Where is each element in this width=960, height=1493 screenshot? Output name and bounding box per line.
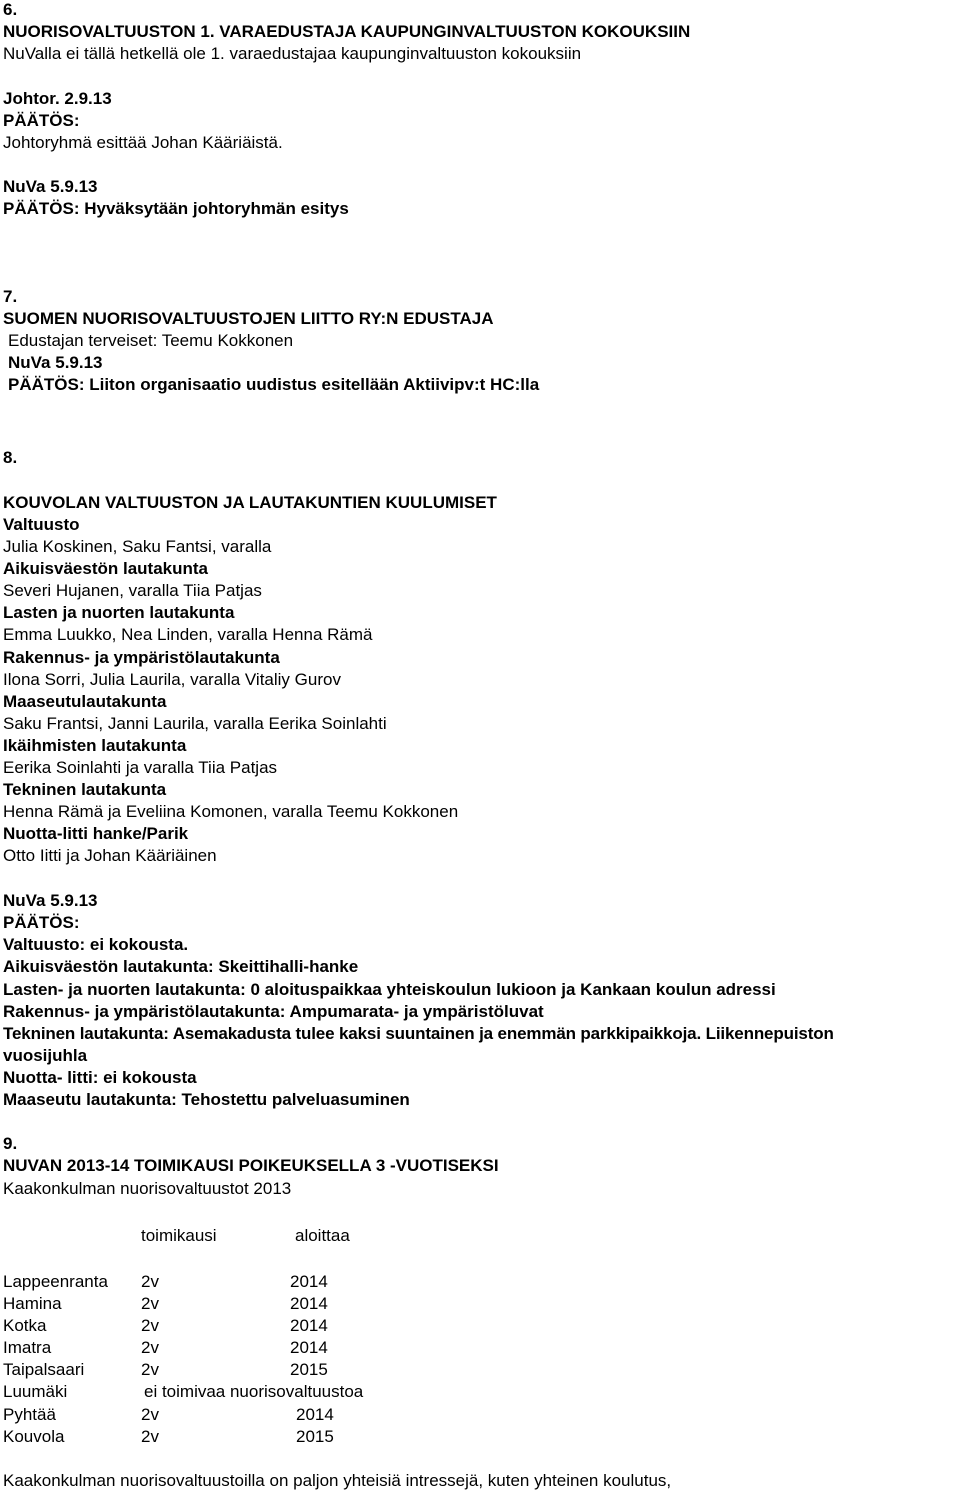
- section7-paatos: PÄÄTÖS: Liiton organisaatio uudistus esitellään Aktiivipv:t HC:lla: [8, 375, 540, 394]
- city-cell: Luumäki: [3, 1382, 68, 1401]
- decision-line: Valtuusto: ei kokousta.: [3, 935, 189, 954]
- table-header-term: toimikausi: [141, 1226, 217, 1245]
- committee-members: Julia Koskinen, Saku Fantsi, varalla: [3, 537, 272, 556]
- term-cell: 2v: [141, 1338, 159, 1357]
- committee-name: Rakennus- ja ympäristölautakunta: [3, 648, 280, 667]
- decision-line: Aikuisväestön lautakunta: Skeittihalli-hanke: [3, 957, 359, 976]
- section7-text: Edustajan terveiset: Teemu Kokkonen: [8, 331, 294, 350]
- decision-line: Rakennus- ja ympäristölautakunta: Ampumarata- ja ympäristöluvat: [3, 1002, 544, 1021]
- decision-line: Maaseutu lautakunta: Tehostettu palveluasuminen: [3, 1090, 410, 1109]
- term-cell: 2v: [141, 1294, 159, 1313]
- term-cell: 2v: [141, 1272, 159, 1291]
- committee-name: Aikuisväestön lautakunta: [3, 559, 209, 578]
- city-cell: Hamina: [3, 1294, 62, 1313]
- committee-members: Severi Hujanen, varalla Tiia Patjas: [3, 581, 262, 600]
- committee-members: Eerika Soinlahti ja varalla Tiia Patjas: [3, 758, 278, 777]
- section6-paatos1-label: PÄÄTÖS:: [3, 111, 80, 130]
- start-cell: 2014: [290, 1272, 328, 1291]
- start-cell: 2015: [290, 1360, 328, 1379]
- section6-number: 6.: [3, 0, 18, 19]
- start-cell: 2014: [290, 1316, 328, 1335]
- city-cell: Kouvola: [3, 1427, 65, 1446]
- committee-members: Saku Frantsi, Janni Laurila, varalla Eerika Soinlahti: [3, 714, 387, 733]
- decision-line: vuosijuhla: [3, 1046, 88, 1065]
- city-cell: Lappeenranta: [3, 1272, 108, 1291]
- start-cell: 2015: [296, 1427, 334, 1446]
- start-cell: 2014: [296, 1405, 334, 1424]
- section6-paatos1-text: Johtoryhmä esittää Johan Kääriäistä.: [3, 133, 283, 152]
- committee-name: Lasten ja nuorten lautakunta: [3, 603, 235, 622]
- section6-text: NuValla ei tällä hetkellä ole 1. varaedustajaa kaupunginvaltuuston kokouksiin: [3, 44, 582, 63]
- section7-number: 7.: [3, 287, 18, 306]
- section6-paatos2: PÄÄTÖS: Hyväksytään johtoryhmän esitys: [3, 199, 349, 218]
- committee-name: Tekninen lautakunta: [3, 780, 167, 799]
- committee-name: Maaseutulautakunta: [3, 692, 167, 711]
- section9-number: 9.: [3, 1134, 18, 1153]
- term-cell: 2v: [141, 1405, 159, 1424]
- city-cell: Imatra: [3, 1338, 52, 1357]
- term-cell: ei toimivaa nuorisovaltuustoa: [144, 1382, 364, 1401]
- start-cell: 2014: [290, 1294, 328, 1313]
- committee-members: Emma Luukko, Nea Linden, varalla Henna Rämä: [3, 625, 373, 644]
- section8-title: KOUVOLAN VALTUUSTON JA LAUTAKUNTIEN KUULUMISET: [3, 493, 497, 512]
- section6-johtor-date: Johtor. 2.9.13: [3, 89, 112, 108]
- section7-title: SUOMEN NUORISOVALTUUSTOJEN LIITTO RY:N EDUSTAJA: [3, 309, 494, 328]
- section9-closing: Kaakonkulman nuorisovaltuustoilla on paljon yhteisiä intressejä, kuten yhteinen koulutus,: [3, 1471, 672, 1490]
- term-cell: 2v: [141, 1316, 159, 1335]
- section8-nuva-date: NuVa 5.9.13: [3, 891, 98, 910]
- decision-line: Lasten- ja nuorten lautakunta: 0 aloituspaikkaa yhteiskoulun lukioon ja Kankaan koulun adressi: [3, 980, 776, 999]
- section8-paatos-label: PÄÄTÖS:: [3, 913, 80, 932]
- term-cell: 2v: [141, 1360, 159, 1379]
- term-cell: 2v: [141, 1427, 159, 1446]
- city-cell: Pyhtää: [3, 1405, 56, 1424]
- committee-name: Nuotta-litti hanke/Parik: [3, 824, 189, 843]
- start-cell: 2014: [290, 1338, 328, 1357]
- section7-nuva-date: NuVa 5.9.13: [8, 353, 103, 372]
- committee-members: Henna Rämä ja Eveliina Komonen, varalla Teemu Kokkonen: [3, 802, 459, 821]
- section6-title: NUORISOVALTUUSTON 1. VARAEDUSTAJA KAUPUNGINVALTUUSTON KOKOUKSIIN: [3, 22, 691, 41]
- city-cell: Taipalsaari: [3, 1360, 85, 1379]
- section8-number: 8.: [3, 448, 18, 467]
- section9-subtitle: Kaakonkulman nuorisovaltuustot 2013: [3, 1179, 292, 1198]
- section6-nuva-date: NuVa 5.9.13: [3, 177, 98, 196]
- committee-name: Valtuusto: [3, 515, 80, 534]
- committee-members: Ilona Sorri, Julia Laurila, varalla Vitaliy Gurov: [3, 670, 341, 689]
- committee-name: Ikäihmisten lautakunta: [3, 736, 187, 755]
- decision-line: Tekninen lautakunta: Asemakadusta tulee kaksi suuntainen ja enemmän parkkipaikkoja. Liikennepuiston: [3, 1024, 834, 1043]
- section9-title: NUVAN 2013-14 TOIMIKAUSI POIKEUKSELLA 3 -VUOTISEKSI: [3, 1156, 499, 1175]
- city-cell: Kotka: [3, 1316, 47, 1335]
- table-header-start: aloittaa: [295, 1226, 350, 1245]
- committee-members: Otto Iitti ja Johan Kääriäinen: [3, 846, 217, 865]
- decision-line: Nuotta- litti: ei kokousta: [3, 1068, 197, 1087]
